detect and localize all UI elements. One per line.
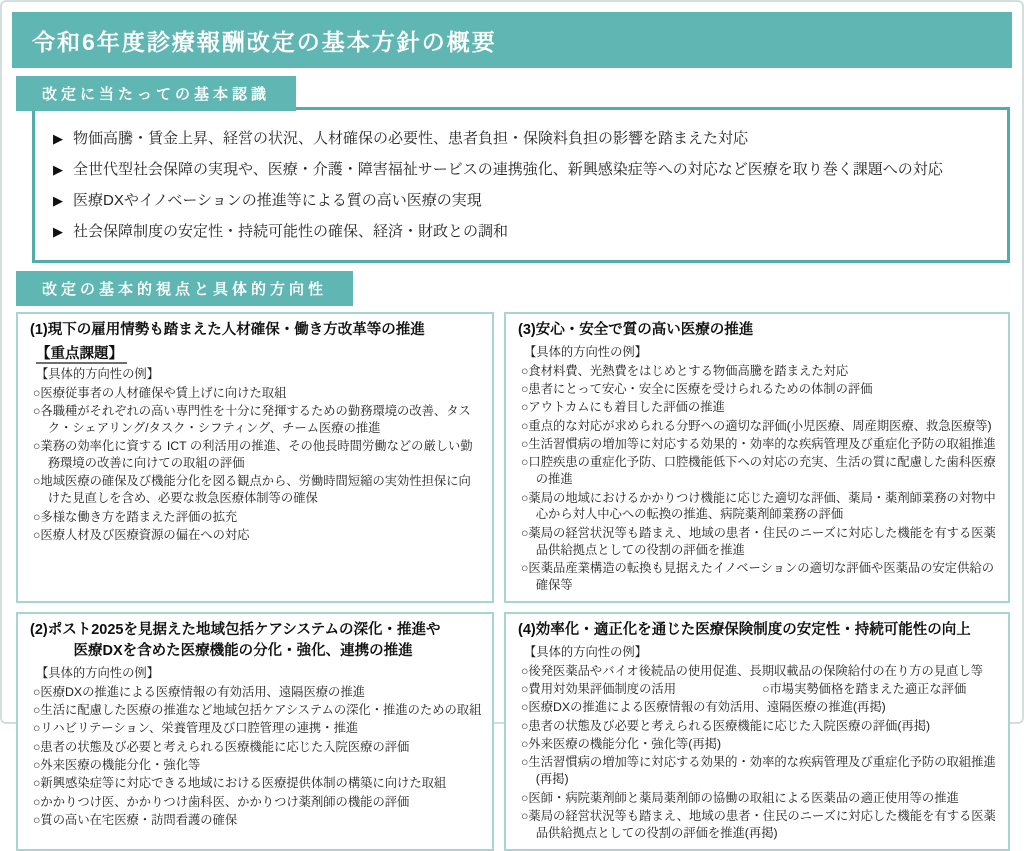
viewpoint-1-title: (1)現下の雇用情勢も踏まえた人材確保・働き方改革等の推進 bbox=[30, 322, 425, 338]
basic-recognition-box bbox=[32, 107, 1010, 263]
list-item: ○薬局の経営状況等も踏まえ、地域の患者・住民のニーズに対応した機能を有する医薬品供給拠点としての役割の評価を推進 bbox=[521, 525, 996, 557]
list-item: ○医療人材及び医療資源の偏在への対応 bbox=[33, 527, 250, 542]
viewpoint-box-4 bbox=[504, 612, 1010, 851]
list-item: ○口腔疾患の重症化予防、口腔機能低下への対応の充実、生活の質に配慮した歯科医療の推進 bbox=[521, 455, 996, 487]
section1-heading-label: 改定に当たっての基本認識 bbox=[42, 86, 271, 103]
list-item: ○かかりつけ医、かかりつけ歯科医、かかりつけ薬剤師の機能の評価 bbox=[33, 794, 410, 809]
bullet-row bbox=[53, 128, 989, 149]
viewpoint-3-example-label: 【具体的方向性の例】 bbox=[524, 345, 647, 360]
bullet-row bbox=[53, 221, 989, 242]
viewpoint-2-title bbox=[30, 620, 482, 662]
viewpoint-2-title-line2: 医療DXを含めた医療機能の分化・強化、連携の推進 bbox=[73, 643, 413, 660]
list-item: ○質の高い在宅医療・訪問看護の確保 bbox=[33, 813, 238, 828]
list-item: ○医療DXの推進による医療情報の有効活用、遠隔医療の推進 bbox=[33, 684, 365, 699]
viewpoint-2-items bbox=[30, 684, 482, 829]
bullet-text: 全世代型社会保障の実現や、医療・介護・障害福祉サービスの連携強化、新興感染症等への対応など医療を取り巻く課題への対応 bbox=[73, 161, 943, 178]
list-item: ○業務の効率化に資する ICT の利活用の推進、その他長時間労働などの厳しい勤務環境の改善に向けての取組の評価 bbox=[33, 439, 473, 470]
page-title-band bbox=[12, 12, 1012, 68]
list-item: ○地域医療の確保及び機能分化を図る観点から、労働時間短縮の実効性担保に向けた見直しを含め、必要な救急医療体制等の確保 bbox=[33, 474, 471, 506]
list-item: ○医療DXの推進による医療情報の有効活用、遠隔医療の推進(再掲) bbox=[521, 700, 886, 715]
list-item: ○各職種がそれぞれの高い専門性を十分に発揮するための勤務環境の改善、タスク・シェアリング/タスク・シフティング、チーム医療の推進 bbox=[33, 403, 471, 435]
viewpoints-grid bbox=[16, 312, 1010, 851]
viewpoint-box-3 bbox=[504, 312, 1010, 603]
list-item: ○医師・病院薬剤師と薬局薬剤師の協働の取組による医薬品の適正使用等の推進 bbox=[521, 790, 959, 805]
bullet-text: 物価高騰・賃金上昇、経営の状況、人材確保の必要性、患者負担・保険料負担の影響を踏まえた対応 bbox=[73, 130, 749, 147]
list-item: ○アウトカムにも着目した評価の推進 bbox=[521, 400, 725, 415]
section2-heading-badge bbox=[16, 271, 353, 306]
viewpoint-3-title: (3)安心・安全で質の高い医療の推進 bbox=[518, 322, 754, 338]
list-item: ○多様な働き方を踏まえた評価の拡充 bbox=[33, 509, 238, 524]
list-item: ○後発医薬品やバイオ後続品の使用促進、長期収載品の保険給付の在り方の見直し等 bbox=[521, 663, 984, 678]
list-item: ○患者にとって安心・安全に医療を受けられるための体制の評価 bbox=[521, 381, 873, 396]
list-item: ○患者の状態及び必要と考えられる医療機能に応じた入院医療の評価 bbox=[33, 739, 410, 754]
section1-heading-badge bbox=[16, 76, 296, 111]
viewpoint-1-example-label: 【具体的方向性の例】 bbox=[36, 367, 159, 382]
viewpoint-4-items bbox=[518, 663, 998, 842]
triangle-bullet-icon: ▶ bbox=[53, 162, 63, 177]
viewpoint-1-priority-subtitle: 【重点課題】 bbox=[36, 342, 482, 363]
bullet-text: 社会保障制度の安定性・持続可能性の確保、経済・財政との調和 bbox=[73, 223, 509, 240]
list-item: ○医療従事者の人材確保や賃上げに向けた取組 bbox=[33, 385, 287, 400]
list-item: ○外来医療の機能分化・強化等 bbox=[33, 758, 201, 773]
list-item: ○食材料費、光熱費をはじめとする物価高騰を踏まえた対応 bbox=[521, 363, 849, 378]
list-item: ○医薬品産業構造の転換も見据えたイノベーションの適切な評価や医薬品の安定供給の確保等 bbox=[521, 560, 994, 592]
viewpoint-box-1 bbox=[16, 312, 494, 603]
list-item: ○薬局の経営状況等も踏まえ、地域の患者・住民のニーズに対応した機能を有する医薬品供給拠点としての役割の評価を推進(再掲) bbox=[521, 808, 996, 840]
bullet-row bbox=[53, 190, 989, 211]
list-item: ○生活習慣病の増加等に対応する効果的・効率的な疾病管理及び重症化予防の取組推進(再掲) bbox=[521, 755, 996, 787]
viewpoint-2-example-label: 【具体的方向性の例】 bbox=[36, 666, 159, 681]
viewpoint-4-example-label: 【具体的方向性の例】 bbox=[524, 645, 647, 660]
list-item: ○新興感染症等に対応できる地域における医療提供体制の構築に向けた取組 bbox=[33, 776, 447, 791]
list-item: ○外来医療の機能分化・強化等(再掲) bbox=[521, 737, 722, 752]
bullet-row bbox=[53, 159, 989, 180]
viewpoint-1-items bbox=[30, 385, 482, 544]
list-item: ○生活習慣病の増加等に対応する効果的・効率的な疾病管理及び重症化予防の取組推進 bbox=[521, 436, 996, 451]
list-item: ○生活に配慮した医療の推進など地域包括ケアシステムの深化・推進のための取組 bbox=[33, 703, 482, 718]
viewpoint-4-title: (4)効率化・適正化を通じた医療保険制度の安定性・持続可能性の向上 bbox=[518, 622, 971, 639]
triangle-bullet-icon: ▶ bbox=[53, 131, 63, 146]
triangle-bullet-icon: ▶ bbox=[53, 224, 63, 239]
list-item: ○患者の状態及び必要と考えられる医療機能に応じた入院医療の評価(再掲) bbox=[521, 718, 931, 733]
section2-heading-label: 改定の基本的視点と具体的方向性 bbox=[42, 281, 328, 298]
list-item: ○費用対効果評価制度の活用 ○市場実勢価格を踏まえた適正な評価 bbox=[521, 682, 967, 697]
list-item: ○重点的な対応が求められる分野への適切な評価(小児医療、周産期医療、救急医療等) bbox=[521, 418, 992, 433]
viewpoint-2-title-line1: (2)ポスト2025を見据えた地域包括ケアシステムの深化・推進や bbox=[30, 622, 441, 639]
list-item: ○リハビリテーション、栄養管理及び口腔管理の連携・推進 bbox=[33, 721, 359, 736]
page-title: 令和6年度診療報酬改定の基本方針の概要 bbox=[32, 28, 497, 55]
viewpoint-box-2 bbox=[16, 612, 494, 851]
list-item: ○薬局の地域におけるかかりつけ機能に応じた適切な評価、薬局・薬剤師業務の対物中心から対人中心への転換の推進、病院薬剤師業務の評価 bbox=[521, 490, 996, 522]
bullet-text: 医療DXやイノベーションの推進等による質の高い医療の実現 bbox=[73, 192, 482, 209]
viewpoint-3-items bbox=[518, 363, 998, 594]
triangle-bullet-icon: ▶ bbox=[53, 193, 63, 208]
